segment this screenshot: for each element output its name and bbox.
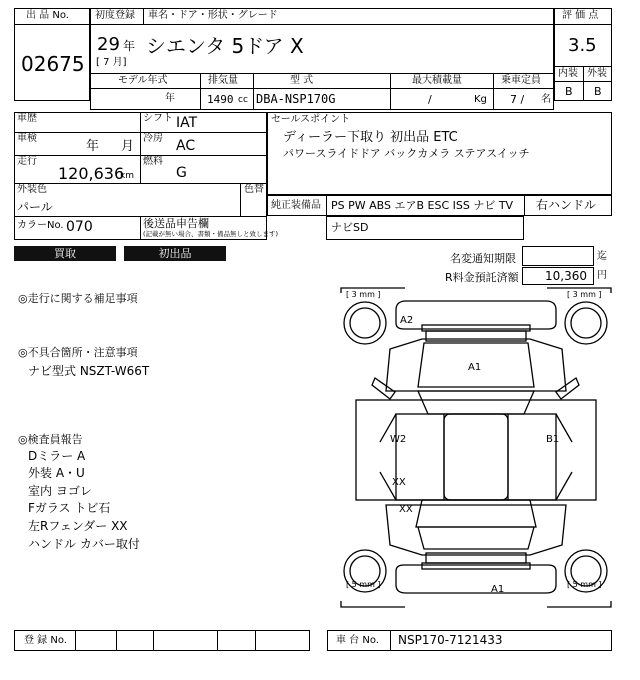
tire-depth-rr: [ 5 mm ]: [567, 580, 602, 589]
mileage: 120,636: [58, 164, 125, 183]
displacement: 1490: [207, 93, 234, 106]
mileage-unit: km: [120, 171, 134, 181]
capacity: 7 /: [510, 93, 525, 106]
first-reg-year: 29: [97, 34, 120, 55]
sales-point-line-1: ディーラー下取り 初出品 ETC: [283, 130, 458, 145]
driving-notes-label: ◎走行に関する補足事項: [18, 292, 138, 305]
recycle: 10,360: [545, 269, 587, 283]
first-reg-year-unit: 年: [123, 39, 136, 53]
report-line: 左Rフェンダー XX: [28, 519, 128, 533]
displacement-unit: cc: [238, 95, 248, 105]
car-damage-diagram: [340, 287, 612, 609]
color-no: 070: [66, 219, 93, 235]
inspection-month-unit: 月: [121, 139, 135, 154]
displacement-label: 排気量: [208, 75, 238, 86]
recycle-unit: 円: [597, 270, 607, 281]
recycle-label: R料金預託済額: [445, 271, 519, 284]
lot-no-label: 出 品 No.: [26, 10, 69, 21]
mark-left-side: W2: [390, 434, 407, 445]
interior-grade: B: [565, 85, 573, 98]
repaint-label: 色替: [244, 184, 264, 195]
report-line: Fガラス トビ石: [28, 501, 111, 515]
report-line: Dミラー A: [28, 449, 86, 463]
car-name-label: 車名・ドア・形状・グレード: [148, 10, 278, 21]
score: 3.5: [568, 35, 597, 56]
chassis-label: 車 台 No.: [336, 635, 379, 646]
score-label: 評 価 点: [562, 10, 599, 21]
first-reg-month: [ 7 月]: [96, 57, 127, 68]
reg-no-label: 登 録 No.: [24, 635, 67, 646]
name-change-box: [522, 246, 594, 266]
ac: AC: [176, 138, 196, 154]
aftermarket-label: 後送品申告欄: [143, 217, 209, 230]
aftermarket-item: ナビSD: [331, 221, 369, 234]
history-label: 車歴: [17, 113, 37, 124]
first-reg-label: 初度登録: [95, 10, 135, 21]
exterior-label: 外装: [587, 68, 607, 79]
capacity-label: 乗車定員: [501, 75, 541, 86]
steering: 右ハンドル: [536, 198, 597, 212]
sales-point-label: セールスポイント: [271, 114, 351, 125]
genuine-equip-label: 純正装備品: [271, 200, 321, 211]
max-load: /: [428, 93, 432, 106]
name-change-label: 名変通知期限: [450, 252, 516, 265]
max-load-unit: Kg: [474, 94, 487, 105]
inspector-label: ◎検査員報告: [18, 433, 83, 446]
capacity-unit: 名: [541, 94, 551, 105]
shift-label: シフト: [143, 113, 173, 124]
genuine-equip: PS PW ABS エアB ESC ISS ナビ TV: [331, 199, 514, 212]
defects-label: ◎不具合箇所・注意事項: [18, 346, 138, 359]
color-no-label: カラーNo.: [17, 220, 64, 231]
consign-badge: 初出品: [124, 246, 226, 261]
report-line: 外装 A・U: [28, 466, 85, 480]
car-name: シエンタ 5ドア X: [146, 34, 304, 58]
aftermarket-note: (記載が無い場合、書類・備品無しと致します): [143, 230, 279, 238]
mileage-label: 走行: [17, 156, 37, 167]
lot-no: 02675: [21, 52, 85, 76]
max-load-label: 最大積載量: [412, 75, 462, 86]
report-line: 室内 ヨゴレ: [28, 484, 92, 498]
model-type: DBA-NSP170G: [256, 92, 336, 106]
inspection-label: 車検: [17, 133, 37, 144]
shift: IAT: [176, 115, 198, 131]
tire-depth-fr: [ 3 mm ]: [567, 290, 602, 299]
buy-badge: 買取: [14, 246, 116, 261]
model-year-label: モデル年式: [118, 75, 168, 86]
chassis-no: NSP170-7121433: [398, 633, 503, 647]
mark-front-bumper: A2: [400, 315, 414, 326]
fuel-label: 燃料: [143, 156, 163, 167]
defect-1: ナビ型式 NSZT-W66T: [28, 364, 150, 378]
mark-right-side: B1: [546, 434, 560, 445]
report-line: ハンドル カバー取付: [28, 537, 140, 551]
mark-rear-bumper: A1: [491, 584, 505, 595]
ac-label: 冷房: [143, 133, 163, 144]
model-year-unit: 年: [165, 93, 175, 104]
type-label: 型 式: [290, 75, 314, 86]
interior-label: 内装: [558, 68, 578, 79]
ext-color: パール: [17, 200, 53, 214]
tire-depth-rl: [ 5 mm ]: [346, 580, 381, 589]
mark-hood: A1: [468, 362, 482, 373]
ext-color-label: 外装色: [17, 184, 47, 195]
name-change-unit: 迄: [597, 251, 607, 262]
mark-left-rear-fender: XX: [399, 504, 413, 515]
sales-point-line-2: パワースライドドア バックカメラ ステアスイッチ: [283, 147, 530, 160]
fuel: G: [176, 165, 187, 181]
inspection-year-unit: 年: [86, 139, 100, 154]
tire-depth-fl: [ 3 mm ]: [346, 290, 381, 299]
exterior-grade: B: [594, 85, 602, 98]
mark-left-rear-door: XX: [392, 477, 406, 488]
